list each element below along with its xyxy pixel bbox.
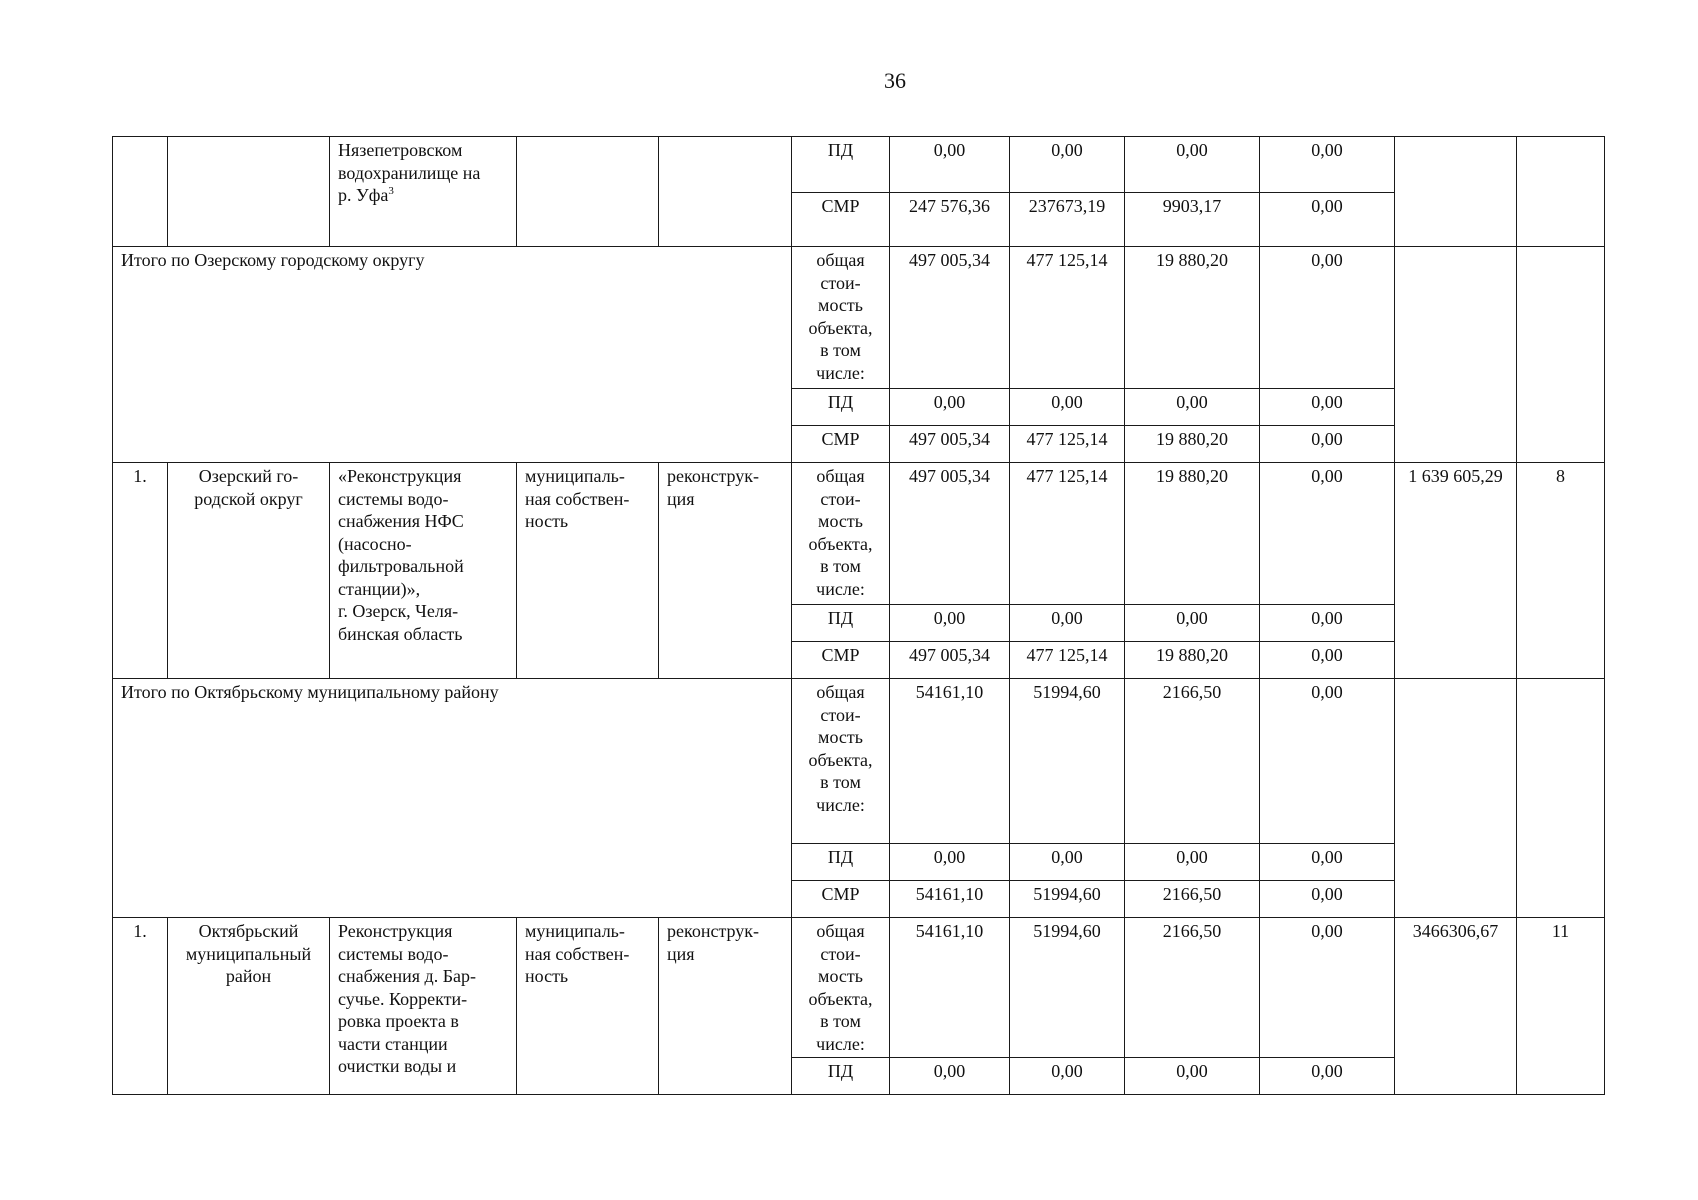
total-cost-cell	[1395, 137, 1517, 247]
value-cell: 0,00	[1010, 389, 1125, 426]
value-cell: 0,00	[1260, 426, 1395, 463]
value-cell: 497 005,34	[890, 247, 1010, 389]
value-cell: 54161,10	[890, 679, 1010, 844]
value-cell: 0,00	[1260, 679, 1395, 844]
value-cell: 477 125,14	[1010, 426, 1125, 463]
value-cell: 19 880,20	[1125, 642, 1260, 679]
cost-type-label: ПД	[792, 844, 890, 881]
ownership-cell: муниципаль- ная собствен- ность	[517, 463, 659, 679]
value-cell: 0,00	[890, 389, 1010, 426]
value-cell: 0,00	[1125, 1058, 1260, 1095]
value-cell: 237673,19	[1010, 193, 1125, 247]
index-cell	[113, 137, 168, 247]
value-cell: 0,00	[1125, 137, 1260, 193]
cost-type-label: СМР	[792, 642, 890, 679]
value-cell: 0,00	[1260, 1058, 1395, 1095]
page-number: 36	[884, 68, 906, 93]
cost-type-label: СМР	[792, 426, 890, 463]
ownership-cell	[517, 137, 659, 247]
table-row	[113, 679, 1605, 844]
value-cell: 51994,60	[1010, 918, 1125, 1058]
count-cell	[1517, 679, 1605, 918]
general-cost-label: общая стои- мость объекта, в том числе:	[792, 463, 890, 605]
table-row	[113, 137, 1605, 193]
value-cell: 0,00	[1260, 137, 1395, 193]
table-row	[113, 918, 1605, 1058]
cost-type-label: ПД	[792, 1058, 890, 1095]
value-cell: 0,00	[1260, 463, 1395, 605]
object-line: водохранилище на	[338, 162, 481, 183]
total-cost-cell: 3466306,67	[1395, 918, 1517, 1095]
count-cell	[1517, 247, 1605, 463]
value-cell: 19 880,20	[1125, 463, 1260, 605]
footnote-mark: 3	[388, 185, 394, 197]
value-cell: 497 005,34	[890, 642, 1010, 679]
value-cell: 0,00	[1260, 247, 1395, 389]
value-cell: 0,00	[890, 137, 1010, 193]
value-cell: 0,00	[1260, 193, 1395, 247]
value-cell: 2166,50	[1125, 881, 1260, 918]
object-line: Нязепетровском	[338, 140, 463, 160]
value-cell: 477 125,14	[1010, 463, 1125, 605]
value-cell: 247 576,36	[890, 193, 1010, 247]
value-cell: 0,00	[890, 1058, 1010, 1095]
value-cell: 477 125,14	[1010, 247, 1125, 389]
value-cell: 0,00	[890, 844, 1010, 881]
value-cell: 0,00	[1010, 1058, 1125, 1095]
total-cost-cell	[1395, 679, 1517, 918]
index-cell: 1.	[113, 463, 168, 679]
value-cell: 0,00	[890, 605, 1010, 642]
table-row	[113, 463, 1605, 605]
value-cell: 0,00	[1260, 642, 1395, 679]
value-cell: 54161,10	[890, 881, 1010, 918]
budget-table	[112, 136, 1605, 1095]
value-cell: 0,00	[1125, 844, 1260, 881]
total-cost-cell	[1395, 247, 1517, 463]
value-cell: 19 880,20	[1125, 426, 1260, 463]
cost-type-label: СМР	[792, 193, 890, 247]
count-cell: 11	[1517, 918, 1605, 1095]
value-cell: 497 005,34	[890, 426, 1010, 463]
value-cell: 51994,60	[1010, 881, 1125, 918]
cost-type-label: СМР	[792, 881, 890, 918]
value-cell: 0,00	[1010, 137, 1125, 193]
value-cell: 0,00	[1260, 844, 1395, 881]
value-cell: 0,00	[1010, 605, 1125, 642]
cost-type-label: ПД	[792, 137, 890, 193]
ownership-cell: муниципаль- ная собствен- ность	[517, 918, 659, 1095]
value-cell: 19 880,20	[1125, 247, 1260, 389]
count-cell	[1517, 137, 1605, 247]
value-cell: 0,00	[1260, 605, 1395, 642]
value-cell: 51994,60	[1010, 679, 1125, 844]
work-type-cell	[659, 137, 792, 247]
value-cell: 497 005,34	[890, 463, 1010, 605]
value-cell: 54161,10	[890, 918, 1010, 1058]
object-cell	[330, 137, 517, 247]
object-cell: Реконструкция системы водо- снабжения д. Бар- сучье. Корректи- ровка проекта в части станции очистки воды и	[330, 918, 517, 1095]
municipality-cell: Озерский го- родской округ	[168, 463, 330, 679]
municipality-cell: Октябрьский муниципальный район	[168, 918, 330, 1095]
general-cost-label: общая стои- мость объекта, в том числе:	[792, 247, 890, 389]
table-row	[113, 247, 1605, 389]
value-cell: 0,00	[1260, 918, 1395, 1058]
index-cell: 1.	[113, 918, 168, 1095]
value-cell: 2166,50	[1125, 679, 1260, 844]
cost-type-label: ПД	[792, 389, 890, 426]
value-cell: 0,00	[1125, 605, 1260, 642]
value-cell: 2166,50	[1125, 918, 1260, 1058]
work-type-cell: реконструк- ция	[659, 918, 792, 1095]
subtotal-title: Итого по Октябрьскому муниципальному району	[113, 679, 792, 918]
value-cell: 9903,17	[1125, 193, 1260, 247]
municipality-cell	[168, 137, 330, 247]
object-cell: «Реконструкция системы водо- снабжения НФС (насосно- фильтровальной станции)», г. Озерск, Челя- бинская область	[330, 463, 517, 679]
cost-type-label: ПД	[792, 605, 890, 642]
value-cell: 0,00	[1260, 881, 1395, 918]
count-cell: 8	[1517, 463, 1605, 679]
work-type-cell: реконструк- ция	[659, 463, 792, 679]
general-cost-label: общая стои- мость объекта, в том числе:	[792, 679, 890, 844]
value-cell: 0,00	[1260, 389, 1395, 426]
total-cost-cell: 1 639 605,29	[1395, 463, 1517, 679]
object-line: р. Уфа	[338, 185, 389, 205]
subtotal-title: Итого по Озерскому городскому округу	[113, 247, 792, 463]
value-cell: 477 125,14	[1010, 642, 1125, 679]
value-cell: 0,00	[1010, 844, 1125, 881]
general-cost-label: общая стои- мость объекта, в том числе:	[792, 918, 890, 1058]
value-cell: 0,00	[1125, 389, 1260, 426]
